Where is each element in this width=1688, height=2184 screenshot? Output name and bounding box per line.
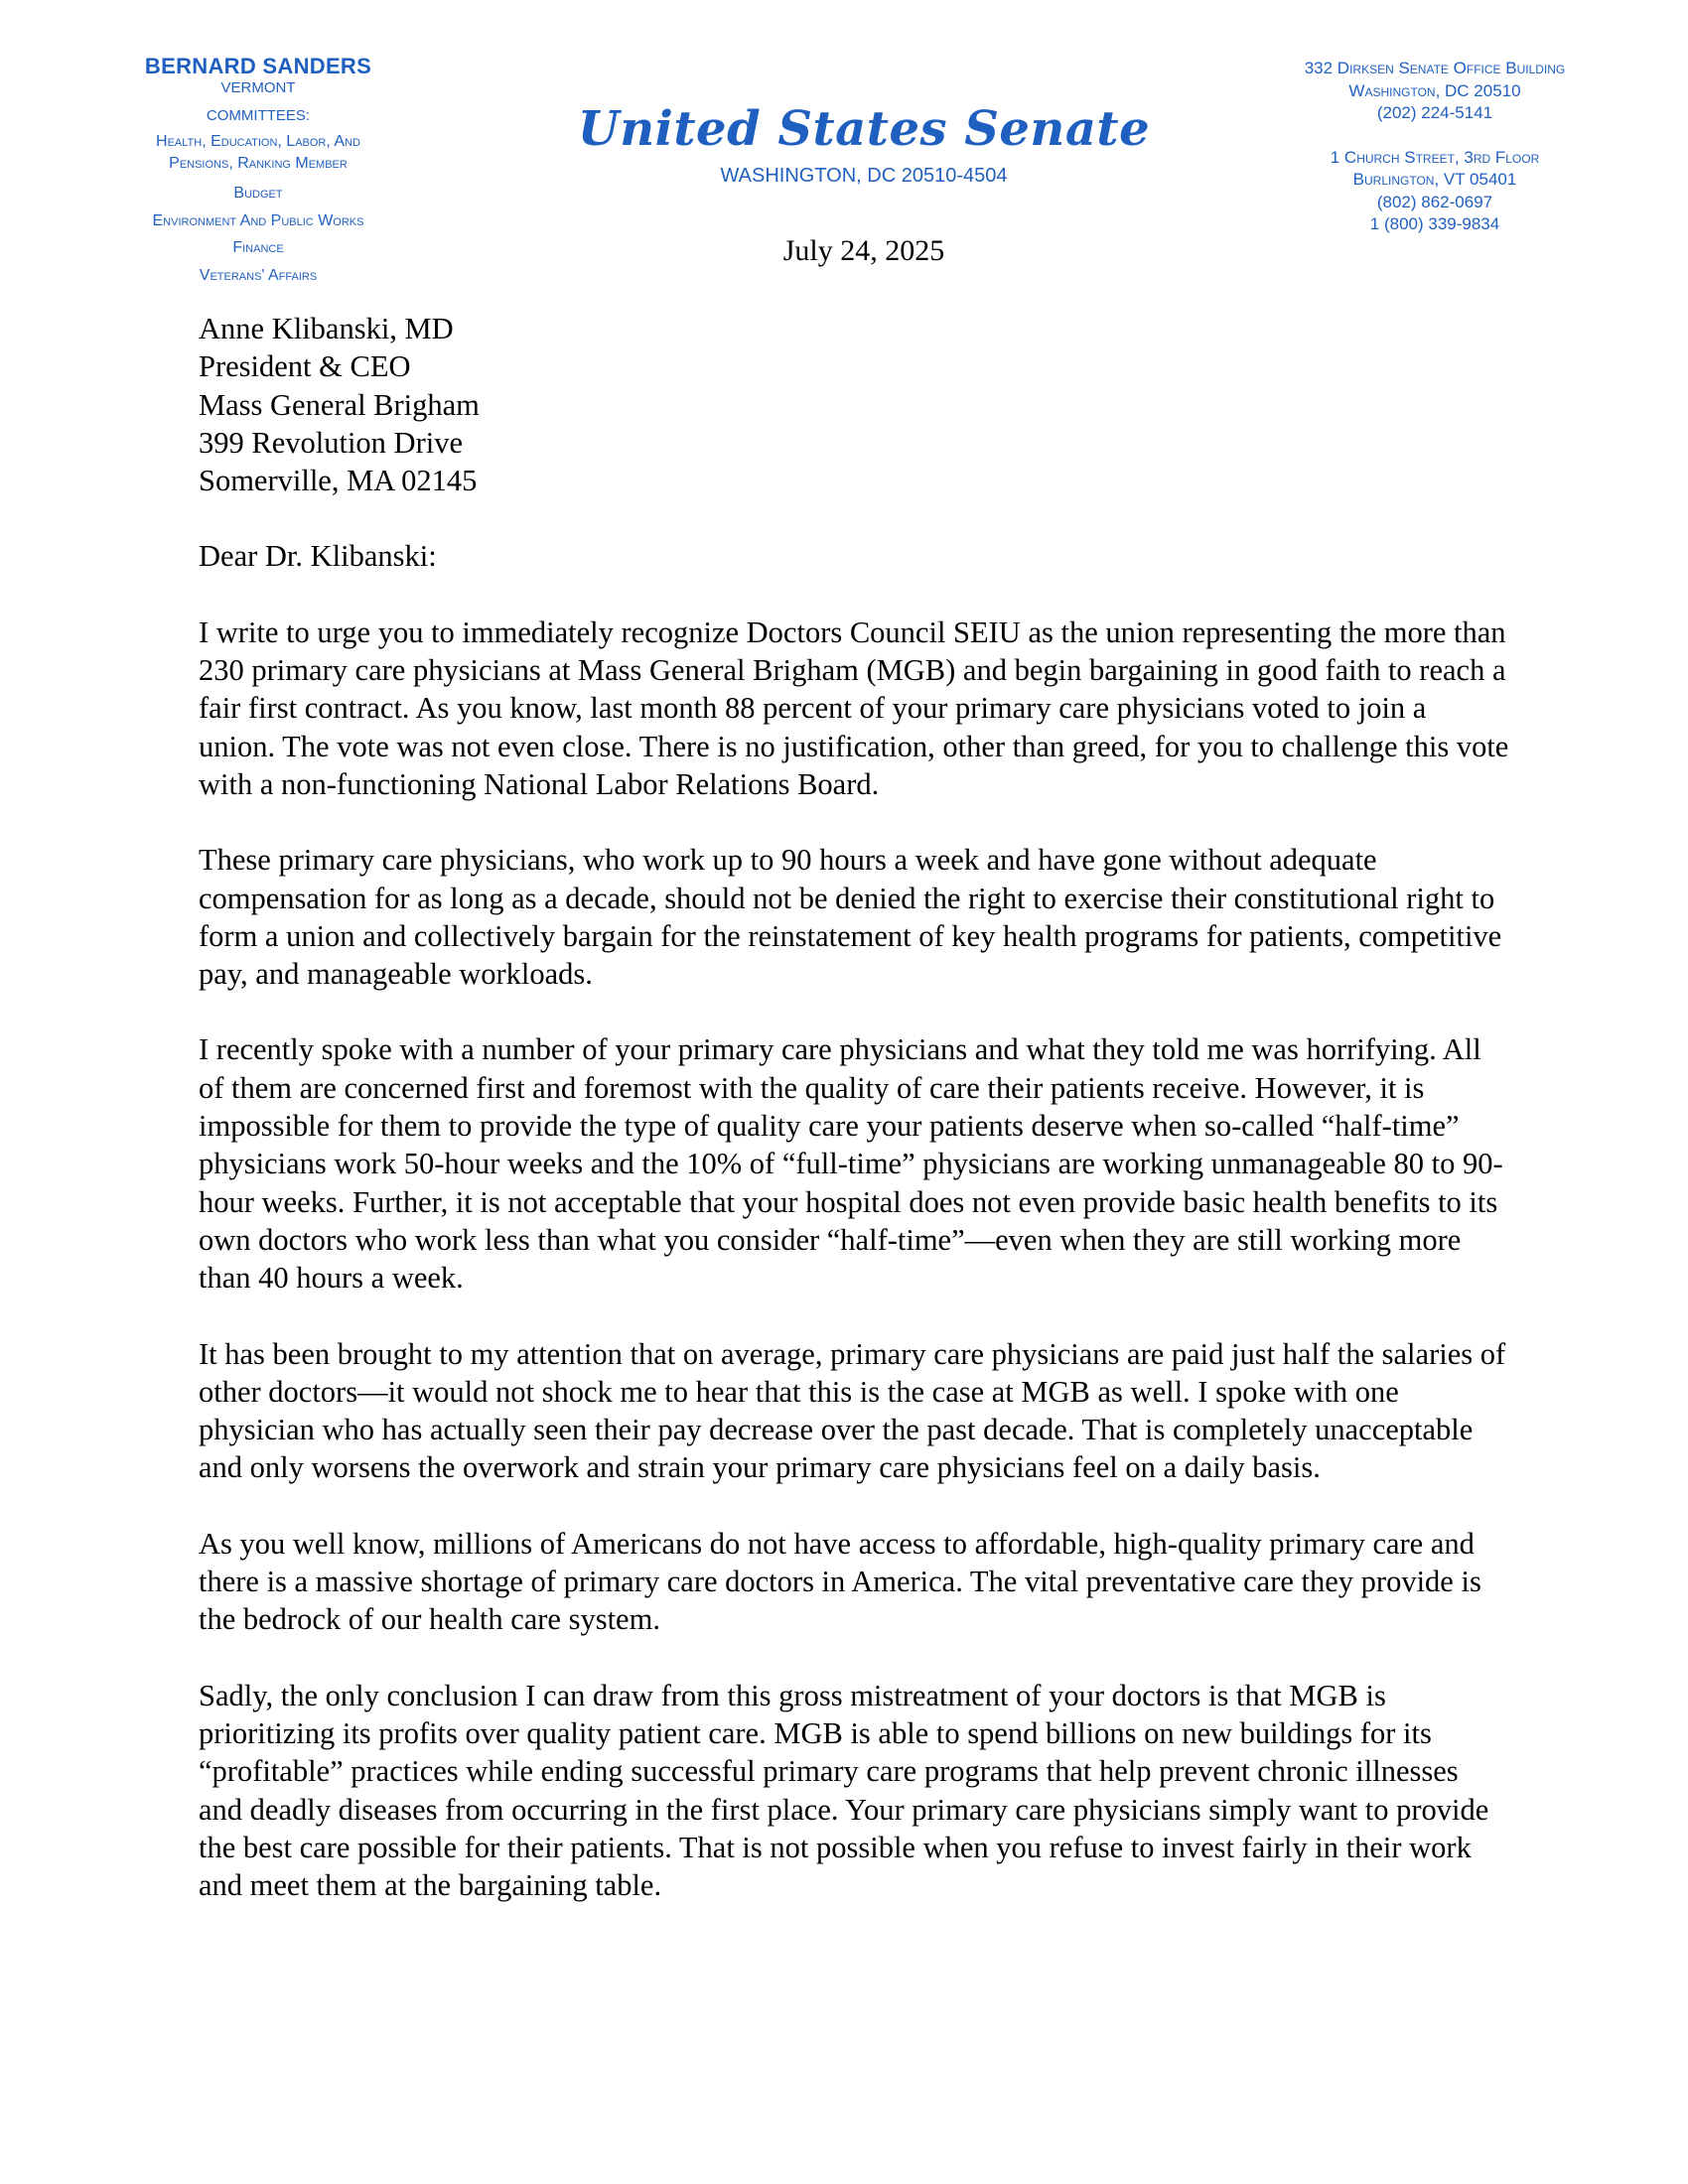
dc-office-block — [1266, 58, 1604, 125]
recipient-line: Anne Klibanski, MD — [199, 312, 454, 345]
committee-item: Health, Education, Labor, And — [156, 133, 360, 150]
recipient-line: Somerville, MA 02145 — [199, 464, 478, 498]
dc-office-line2: Washington, DC 20510 — [1348, 80, 1521, 100]
committee-item: Veterans' Affairs — [199, 266, 318, 284]
committee-item: Budget — [233, 185, 283, 202]
recipient-line: President & CEO — [199, 349, 411, 384]
body-paragraph: I recently spoke with a number of your primary care physicians and what they told me was horrifying. All of them are concerned first and foremost with the quality of care their patients receive. However, it is impossible for them to provide the type of quality care your patients deserve when so-called “half-time” physicians work 50-hour weeks and the 10% of “full-time” physicians are working unmanageable 80 to 90-hour weeks. Further, it is not acceptable that your hospital does not even provide basic health benefits to its own doctors who work less than what you consider “half-time”—even when they are still working more than 40 hours a week. — [199, 1032, 1503, 1296]
letterhead-right — [1266, 58, 1604, 236]
body-paragraph: I write to urge you to immediately recognize Doctors Council SEIU as the union representing the more than 230 primary care physicians at Mass General Brigham (MGB) and begin bargaining in good faith to reach a fair first contract. As you know, last month 88 percent of your primary care physicians voted to join a union. The vote was not even close. There is no justification, other than greed, for you to challenge this vote with a non-functioning National Labor Relations Board. — [199, 614, 1509, 801]
senator-name: BERNARD SANDERS — [144, 54, 372, 78]
vt-office-phone: (802) 862-0697 — [1376, 192, 1493, 211]
body-paragraph: It has been brought to my attention that on average, primary care physicians are paid just half the salaries of other doctors—it would not shock me to hear that this is the case at MGB as well. I spoke with one physician who has actually seen their pay decrease over the past decade. That is completely unacceptable and only worsens the overwork and strain your primary care physicians feel on a daily basis. — [199, 1336, 1506, 1485]
letter-date: July 24, 2025 — [782, 234, 945, 267]
committee-item: Finance — [232, 239, 284, 256]
dc-office-phone: (202) 224-5141 — [1376, 103, 1493, 122]
recipient-line: Mass General Brigham — [199, 387, 480, 422]
recipient-address — [199, 310, 1509, 499]
vt-office-tollfree: 1 (800) 339-9834 — [1369, 214, 1500, 233]
committees-label: COMMITTEES: — [206, 107, 311, 124]
body-paragraph: These primary care physicians, who work up to 90 hours a week and have gone without adequate compensation for as long as a decade, should not be denied the right to exercise their constitutional right to form a union and collectively bargain for the reinstatement of key health programs for patients, competitive pay, and manageable workloads. — [199, 843, 1502, 992]
body-paragraph: Sadly, the only conclusion I can draw from this gross mistreatment of your doctors is that MGB is prioritizing its profits over quality patient care. MGB is able to spend billions on new buildings for its “profitable” practices while ending successful primary care programs that help prevent chronic illnesses and deadly diseases from occurring in the first place. Your primary care physicians simply want to provide the best care possible for their patients. That is not possible when you refuse to invest fairly in their work and meet them at the bargaining table. — [199, 1678, 1489, 1903]
body-paragraph: As you well know, millions of Americans do not have access to affordable, high-quality primary care and there is a massive shortage of primary care doctors in America. The vital preventative care they provide is the bedrock of our health care system. — [199, 1526, 1481, 1637]
letterhead-center — [556, 99, 1172, 189]
senator-state: VERMONT — [220, 79, 296, 96]
vt-office-block — [1266, 147, 1604, 236]
letterhead-left — [104, 54, 412, 289]
dc-office-line1: 332 Dirksen Senate Office Building — [1304, 59, 1566, 77]
recipient-line: 399 Revolution Drive — [199, 425, 463, 460]
letter-body — [199, 310, 1509, 1904]
senate-address: WASHINGTON, DC 20510-4504 — [720, 165, 1008, 187]
vt-office-line2: Burlington, VT 05401 — [1352, 170, 1517, 189]
committee-item: Pensions, Ranking Member — [169, 155, 348, 172]
vt-office-line1: 1 Church Street, 3rd Floor — [1330, 147, 1540, 167]
salutation: Dear Dr. Klibanski: — [199, 539, 437, 574]
committee-item: Environment And Public Works — [152, 211, 364, 229]
senate-title: United States Senate — [577, 101, 1151, 157]
committee-list — [104, 131, 412, 289]
